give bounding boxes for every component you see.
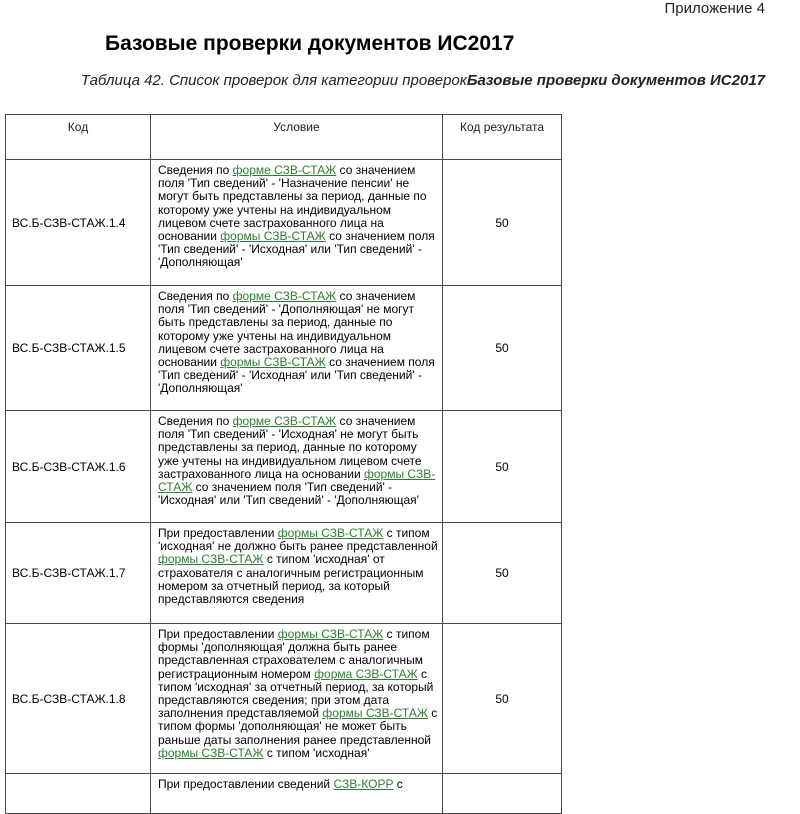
condition-text: со значением поля 'Тип сведений' - 'Исходная' не могут быть представлены за период, данные по которому уже учтены на индивидуальном лицевом счете застрахованного лица на основании <box>158 414 422 481</box>
result-code: 50 <box>443 523 562 624</box>
result-code: 50 <box>443 411 562 523</box>
condition-text: с типом 'исходная' <box>263 745 370 760</box>
form-link[interactable]: форме СЗВ-СТАЖ <box>232 289 337 303</box>
check-condition <box>151 160 443 286</box>
condition-text: со значением поля 'Тип сведений' - 'Исходная' или 'Тип сведений' - 'Дополняющая' <box>158 355 435 396</box>
condition-text: с <box>393 777 403 791</box>
column-header-condition: Условие <box>151 115 443 160</box>
form-link[interactable]: формы СЗВ-СТАЖ <box>158 745 264 760</box>
check-condition <box>151 774 443 814</box>
condition-text: с типом формы 'дополняющая' не может быть раньше даты заполнения ранее представленной <box>158 706 438 747</box>
form-link[interactable]: форма СЗВ-СТАЖ <box>314 666 418 681</box>
form-link[interactable]: СЗВ-КОРР <box>333 777 394 791</box>
form-link[interactable]: формы СЗВ-СТАЖ <box>158 466 436 495</box>
table-row <box>6 523 562 624</box>
result-code: 50 <box>443 286 562 411</box>
form-link[interactable]: формы СЗВ-СТАЖ <box>322 706 428 721</box>
check-code: ВС.Б-СЗВ-СТАЖ.1.4 <box>6 160 151 286</box>
form-link[interactable]: формы СЗВ-СТАЖ <box>158 552 264 567</box>
page-title: Базовые проверки документов ИС2017 <box>105 32 515 55</box>
condition-text: Сведения по <box>158 163 233 177</box>
table-header-row <box>6 115 562 160</box>
result-code <box>443 774 562 814</box>
form-link[interactable]: форме СЗВ-СТАЖ <box>232 414 337 428</box>
check-condition <box>151 624 443 774</box>
check-code: ВС.Б-СЗВ-СТАЖ.1.6 <box>6 411 151 523</box>
column-header-code: Код <box>6 115 151 160</box>
table-row <box>6 160 562 286</box>
table-caption <box>0 72 765 89</box>
table-row <box>6 411 562 523</box>
condition-text: со значением поля 'Тип сведений' - 'Дополняющая' не могут быть представлены за период, данные по которому уже учтены на индивидуальном лицевом счете застрахованного лица на основании <box>158 289 416 370</box>
result-code: 50 <box>443 160 562 286</box>
column-header-result-code: Код результата <box>443 115 562 160</box>
table-row <box>6 624 562 774</box>
condition-text: с типом 'исходная' за отчетный период, за который представляются сведения; при этом дата заполнения представляемой <box>158 666 434 721</box>
condition-text: со значением поля 'Тип сведений' - 'Назначение пенсии' не могут быть представлены за период, данные по которому уже учтены на индивидуальном лицевом счете застрахованного лица на основании <box>158 163 427 244</box>
check-code: ВС.Б-СЗВ-СТАЖ.1.5 <box>6 286 151 411</box>
condition-text: Сведения по <box>158 414 233 428</box>
caption-prefix: Таблица 42. Список проверок для категории проверок <box>80 72 467 89</box>
check-code <box>6 774 151 814</box>
caption-category: Базовые проверки документов ИС2017 <box>466 72 765 89</box>
table-row <box>6 774 562 814</box>
check-condition <box>151 411 443 523</box>
check-code: ВС.Б-СЗВ-СТАЖ.1.8 <box>6 624 151 774</box>
form-link[interactable]: формы СЗВ-СТАЖ <box>220 355 326 370</box>
table-row <box>6 286 562 411</box>
condition-text: с типом формы 'дополняющая' должна быть ранее представленная страхователем с аналогичным регистрационным номером <box>158 627 430 681</box>
appendix-label: Приложение 4 <box>664 0 765 17</box>
checks-table <box>5 114 562 814</box>
form-link[interactable]: формы СЗВ-СТАЖ <box>277 627 384 641</box>
check-condition <box>151 286 443 411</box>
condition-text: При предоставлении сведений <box>158 777 334 791</box>
form-link[interactable]: форме СЗВ-СТАЖ <box>232 163 337 177</box>
condition-text: При предоставлении <box>158 627 278 641</box>
condition-text: со значением поля 'Тип сведений' - 'Исходная' или 'Тип сведений' - 'Дополняющая' <box>158 480 419 508</box>
condition-text: с типом 'исходная' не должно быть ранее представленной <box>158 526 438 554</box>
result-code: 50 <box>443 624 562 774</box>
condition-text: со значением поля 'Тип сведений' - 'Исходная' или 'Тип сведений' - 'Дополняющая' <box>158 229 435 270</box>
condition-text: Сведения по <box>158 289 233 303</box>
table-body <box>6 160 562 814</box>
check-code: ВС.Б-СЗВ-СТАЖ.1.7 <box>6 523 151 624</box>
condition-text: с типом 'исходная' от страхователя с аналогичным регистрационным номером за отчетный период, за который представляются сведения <box>158 552 424 607</box>
check-condition <box>151 523 443 624</box>
condition-text: При предоставлении <box>158 526 278 540</box>
form-link[interactable]: формы СЗВ-СТАЖ <box>277 526 384 540</box>
form-link[interactable]: формы СЗВ-СТАЖ <box>220 229 326 244</box>
